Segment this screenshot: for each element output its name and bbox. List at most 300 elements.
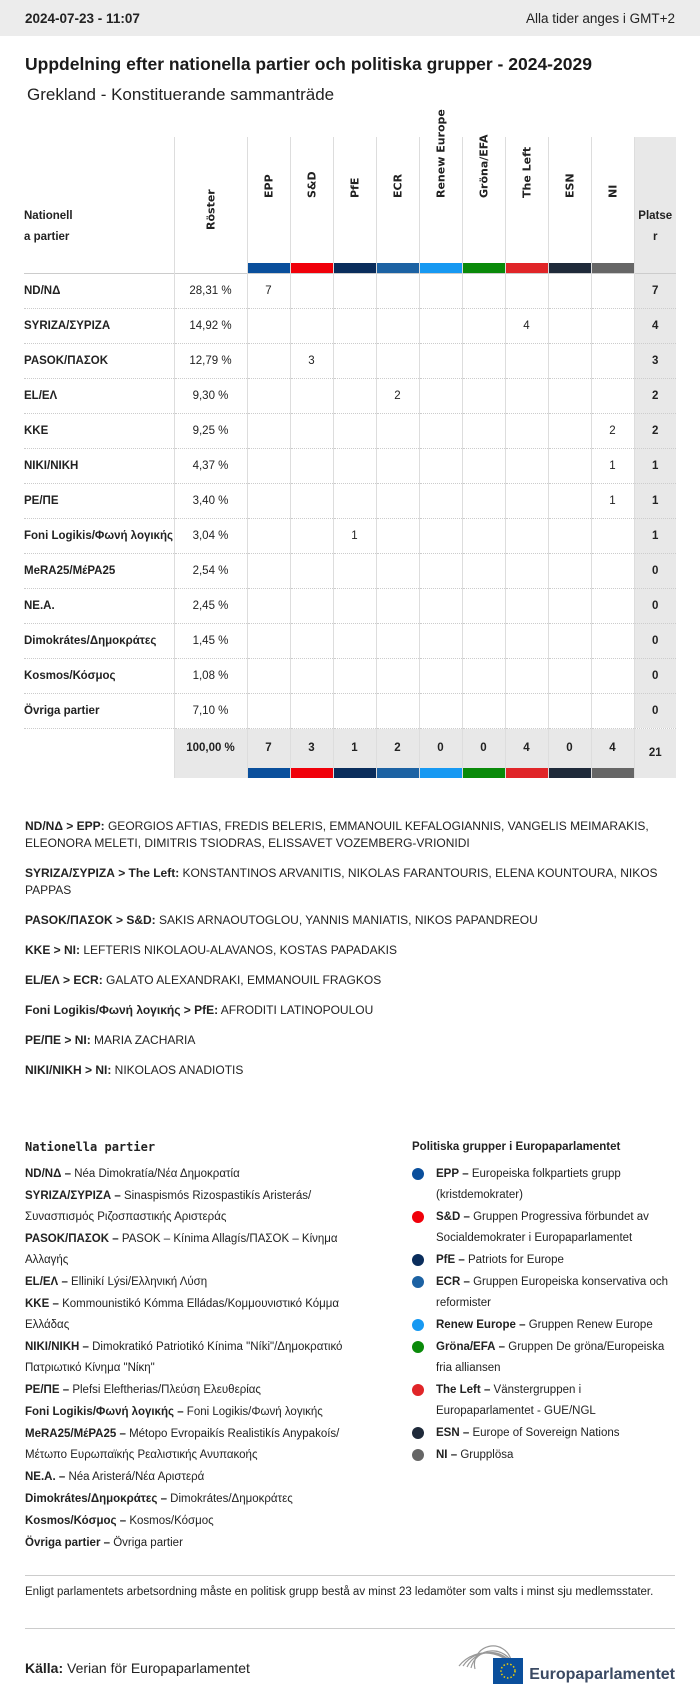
group-color-dot-icon xyxy=(412,1319,424,1331)
group-legend-item xyxy=(412,1423,682,1444)
group-seats-cell: 1 xyxy=(591,483,634,518)
group-seats-cell xyxy=(462,623,505,658)
group-seats-cell xyxy=(333,553,376,588)
group-column-header xyxy=(419,108,462,273)
group-seats-cell xyxy=(376,483,419,518)
party-name: MeRA25/ΜέΡΑ25 xyxy=(24,553,174,588)
group-total: 0 xyxy=(480,741,487,754)
group-seats-cell xyxy=(591,693,634,728)
votes-cell: 1,45 % xyxy=(174,623,247,658)
results-table xyxy=(24,108,676,778)
timestamp: 2024-07-23 - 11:07 xyxy=(25,10,140,26)
group-color-bar xyxy=(463,263,505,273)
group-color-dot-icon xyxy=(412,1427,424,1439)
party-full-name: Dimokratikó Patriotikó Kínima "Níki"/Δημοκρατικό Πατριωτικό Κίνημα "Νίκη" xyxy=(25,1341,343,1374)
party-abbr: KKE xyxy=(25,1298,50,1310)
group-seats-cell xyxy=(548,308,591,343)
group-full-name: Gruppen Progressiva förbundet av Socialdemokrater i Europaparlamentet xyxy=(436,1211,649,1244)
group-column-header xyxy=(548,137,591,273)
member-group-line xyxy=(25,942,680,959)
group-seats-cell xyxy=(247,553,290,588)
group-total: 3 xyxy=(308,741,315,754)
group-seats-cell xyxy=(376,308,419,343)
group-legend-item xyxy=(412,1272,682,1314)
group-name: Gröna/EFA xyxy=(477,133,490,198)
group-seats-cell xyxy=(419,308,462,343)
group-seats-cell xyxy=(247,588,290,623)
group-seats-cell xyxy=(290,518,333,553)
group-seats-cell xyxy=(462,658,505,693)
party-legend-item: MeRA25/ΜέΡΑ25 – Métopo Evropaikís Realistikís Anypakoís/ Μέτωπο Ευρωπαϊκής Ρεαλιστικής Ανυπακοής xyxy=(25,1428,340,1461)
group-seats-cell xyxy=(376,518,419,553)
group-name: NI xyxy=(606,184,619,198)
party-full-name: Métopo Evropaikís Realistikís Anypakoís/ Μέτωπο Ευρωπαϊκής Ρεαλιστικής Ανυπακοής xyxy=(25,1428,340,1461)
group-color-bar xyxy=(592,768,634,778)
group-name: ECR xyxy=(391,173,404,198)
votes-cell: 14,92 % xyxy=(174,308,247,343)
group-legend-item xyxy=(412,1380,682,1422)
group-seats-cell xyxy=(333,343,376,378)
total-seats-cell: 1 xyxy=(634,518,676,553)
group-legend-item xyxy=(412,1164,682,1206)
total-seats-cell: 1 xyxy=(634,448,676,483)
party-name: NE.A. xyxy=(24,588,174,623)
group-color-bar xyxy=(248,768,290,778)
group-seats-cell xyxy=(376,343,419,378)
group-seats-cell xyxy=(376,623,419,658)
group-seats-cell xyxy=(247,518,290,553)
party-abbr: NE.A. xyxy=(25,1471,56,1483)
group-seats-cell xyxy=(333,378,376,413)
group-column-header xyxy=(290,137,333,273)
group-seats-cell xyxy=(591,518,634,553)
group-seats-cell xyxy=(290,588,333,623)
member-names: GEORGIOS AFTIAS, FREDIS BELERIS, EMMANOUIL KEFALOGIANNIS, VANGELIS MEIMARAKIS, ELEONORA MELETI, DIMITRIS TSIODRAS, ELISSAVET VOZEMBERG-VRIONIDI xyxy=(25,819,649,850)
group-seats-cell xyxy=(548,623,591,658)
party-name: NIKI/ΝΙΚΗ xyxy=(24,448,174,483)
page-title: Uppdelning efter nationella partier och politiska grupper - 2024-2029 xyxy=(25,54,592,74)
group-seats-cell xyxy=(333,413,376,448)
group-seats-cell xyxy=(462,588,505,623)
votes-cell: 7,10 % xyxy=(174,693,247,728)
header-text: Nationell xyxy=(24,209,73,222)
group-seats-cell xyxy=(505,448,548,483)
member-group-line xyxy=(25,818,680,852)
group-total-cell xyxy=(333,728,376,778)
table-row xyxy=(24,588,676,623)
header-text: r xyxy=(653,230,658,243)
member-group-label: ND/ΝΔ > EPP: xyxy=(25,819,105,833)
group-seats-cell xyxy=(591,273,634,308)
table-row xyxy=(24,623,676,658)
group-abbr: ESN xyxy=(436,1427,460,1439)
group-seats-cell xyxy=(247,343,290,378)
party-abbr: Dimokrátes/Δημοκράτες xyxy=(25,1493,158,1505)
group-color-dot-icon xyxy=(412,1341,424,1353)
seats-column-header xyxy=(634,137,676,273)
group-full-name: Europe of Sovereign Nations xyxy=(472,1427,620,1439)
group-total: 4 xyxy=(609,741,616,754)
party-legend-item: NIKI/ΝΙΚΗ – Dimokratikó Patriotikó Kínima "Níki"/Δημοκρατικό Πατριωτικό Κίνημα "Νίκη" xyxy=(25,1341,343,1374)
group-total: 4 xyxy=(523,741,530,754)
party-full-name: Övriga partier xyxy=(113,1537,183,1549)
party-name: Foni Logikis/Φωνή λογικής xyxy=(24,518,174,553)
group-seats-cell xyxy=(591,658,634,693)
member-names: KONSTANTINOS ARVANITIS, NIKOLAS FARANTOURIS, ELENA KOUNTOURA, NIKOS PAPPAS xyxy=(25,866,658,897)
group-seats-cell xyxy=(591,588,634,623)
group-seats-cell xyxy=(548,343,591,378)
group-seats-cell xyxy=(548,483,591,518)
group-seats-cell xyxy=(505,623,548,658)
table-row xyxy=(24,343,676,378)
party-legend-item: Kosmos/Κόσμος – Kosmos/Κόσμος xyxy=(25,1515,214,1527)
group-seats-cell xyxy=(548,413,591,448)
group-abbr: S&D xyxy=(436,1211,461,1223)
group-seats-cell xyxy=(505,483,548,518)
group-seats-cell xyxy=(505,553,548,588)
party-full-name: Plefsi Eleftherias/Πλεύση Ελευθερίας xyxy=(72,1384,261,1396)
group-seats-cell xyxy=(333,588,376,623)
group-seats-cell xyxy=(505,378,548,413)
party-abbr: MeRA25/ΜέΡΑ25 xyxy=(25,1428,117,1440)
group-seats-cell xyxy=(419,588,462,623)
group-color-bar xyxy=(420,768,462,778)
group-legend-text: S&D – Gruppen Progressiva förbundet av Socialdemokrater i Europaparlamentet xyxy=(436,1211,649,1244)
group-seats-cell xyxy=(419,273,462,308)
group-name: Renew Europe xyxy=(434,108,447,198)
member-names: NIKOLAOS ANADIOTIS xyxy=(111,1063,244,1077)
group-column-header xyxy=(462,133,505,273)
group-color-dot-icon xyxy=(412,1254,424,1266)
group-seats-cell xyxy=(548,588,591,623)
group-total: 0 xyxy=(437,741,444,754)
group-seats-cell xyxy=(247,483,290,518)
divider xyxy=(25,1575,675,1576)
group-seats-cell xyxy=(247,308,290,343)
group-total: 1 xyxy=(351,741,358,754)
group-seats-cell xyxy=(419,378,462,413)
group-total-cell xyxy=(247,728,290,778)
table-row xyxy=(24,553,676,588)
group-column-header xyxy=(591,137,634,273)
total-seats-cell: 2 xyxy=(634,413,676,448)
group-seats-cell xyxy=(247,623,290,658)
member-group-line xyxy=(25,865,680,899)
group-full-name: Gruppen Europeiska konservativa och reformister xyxy=(436,1276,669,1309)
group-full-name: Gruppen De gröna/Europeiska fria alliansen xyxy=(436,1341,665,1374)
group-color-bar xyxy=(291,263,333,273)
group-seats-cell xyxy=(376,553,419,588)
votes-cell: 9,30 % xyxy=(174,378,247,413)
group-name: PfE xyxy=(348,177,361,198)
group-seats-cell xyxy=(462,553,505,588)
group-color-bar xyxy=(506,768,548,778)
member-group-label: PASOK/ΠΑΣΟΚ > S&D: xyxy=(25,913,156,927)
group-legend-item xyxy=(412,1445,682,1466)
group-seats-cell xyxy=(247,378,290,413)
party-name: Dimokrátes/Δημοκράτες xyxy=(24,623,174,658)
group-seats-cell xyxy=(419,413,462,448)
votes-total: 100,00 % xyxy=(174,728,247,778)
group-seats-cell xyxy=(376,693,419,728)
group-seats-cell xyxy=(247,413,290,448)
group-seats-cell xyxy=(462,378,505,413)
group-color-bar xyxy=(463,768,505,778)
group-seats-cell xyxy=(591,553,634,588)
votes-cell: 28,31 % xyxy=(174,273,247,308)
group-column-header xyxy=(333,137,376,273)
group-color-dot-icon xyxy=(412,1384,424,1396)
votes-cell: 3,40 % xyxy=(174,483,247,518)
group-full-name: Patriots for Europe xyxy=(467,1254,564,1266)
group-total-cell xyxy=(462,728,505,778)
table-row xyxy=(24,413,676,448)
group-seats-cell xyxy=(419,483,462,518)
header-text: Röster xyxy=(204,188,217,230)
party-legend-item: PE/ΠΕ – Plefsi Eleftherias/Πλεύση Ελευθερίας xyxy=(25,1384,261,1396)
party-name: PE/ΠΕ xyxy=(24,483,174,518)
group-column-header xyxy=(247,137,290,273)
group-seats-cell xyxy=(290,623,333,658)
group-color-bar xyxy=(420,263,462,273)
total-seats-cell: 0 xyxy=(634,693,676,728)
group-seats-cell xyxy=(419,658,462,693)
group-color-dot-icon xyxy=(412,1276,424,1288)
member-names: MARIA ZACHARIA xyxy=(90,1033,196,1047)
total-seats-cell: 0 xyxy=(634,553,676,588)
group-seats-cell xyxy=(462,483,505,518)
party-legend-item: KKE – Kommounistikó Kómma Elládas/Κομμουνιστικό Κόμμα Ελλάδας xyxy=(25,1298,340,1331)
total-seats-cell: 2 xyxy=(634,378,676,413)
party-name: PASOK/ΠΑΣΟΚ xyxy=(24,343,174,378)
total-seats-cell: 4 xyxy=(634,308,676,343)
group-total-cell xyxy=(376,728,419,778)
group-color-bar xyxy=(549,768,591,778)
group-seats-cell xyxy=(290,308,333,343)
national-parties-legend xyxy=(25,1137,370,1555)
political-groups-legend xyxy=(412,1137,682,1467)
party-legend-item: Övriga partier – Övriga partier xyxy=(25,1537,183,1549)
group-seats-cell xyxy=(462,273,505,308)
party-abbr: SYRIZA/ΣΥΡΙΖΑ xyxy=(25,1190,112,1202)
group-seats-cell xyxy=(290,553,333,588)
group-seats-cell xyxy=(548,273,591,308)
members-list xyxy=(25,818,680,1092)
group-color-bar xyxy=(291,768,333,778)
group-seats-cell xyxy=(376,413,419,448)
group-total-cell xyxy=(419,728,462,778)
group-color-bar xyxy=(334,263,376,273)
group-legend-item xyxy=(412,1250,682,1271)
party-abbr: PE/ΠΕ xyxy=(25,1384,60,1396)
group-total-cell xyxy=(505,728,548,778)
group-legend-text: NI – Grupplösa xyxy=(436,1449,514,1461)
page-subtitle: Grekland - Konstituerande sammanträde xyxy=(27,85,335,104)
group-full-name: Vänstergruppen i Europaparlamentet - GUE/NGL xyxy=(436,1384,596,1417)
group-seats-cell xyxy=(419,553,462,588)
group-column-header xyxy=(376,137,419,273)
group-name: The Left xyxy=(520,146,533,198)
group-seats-cell xyxy=(247,448,290,483)
group-total-cell xyxy=(548,728,591,778)
group-legend-text: PfE – Patriots for Europe xyxy=(436,1254,564,1266)
party-legend-item: Foni Logikis/Φωνή λογικής – Foni Logikis/Φωνή λογικής xyxy=(25,1406,323,1418)
group-color-dot-icon xyxy=(412,1449,424,1461)
table-row xyxy=(24,273,676,308)
group-seats-cell xyxy=(290,378,333,413)
group-abbr: The Left xyxy=(436,1384,481,1396)
group-seats-cell xyxy=(333,483,376,518)
table-row xyxy=(24,378,676,413)
footnote: Enligt parlamentets arbetsordning måste en politisk grupp bestå av minst 23 ledamöter som valts i minst sju medlemsstater. xyxy=(25,1586,654,1598)
group-color-bar xyxy=(549,263,591,273)
legend-title: Politiska grupper i Europaparlamentet xyxy=(412,1141,621,1153)
group-legend-text: ECR – Gruppen Europeiska konservativa och reformister xyxy=(436,1276,669,1309)
group-seats-cell xyxy=(505,693,548,728)
group-full-name: Grupplösa xyxy=(460,1449,514,1461)
group-abbr: Renew Europe xyxy=(436,1319,516,1331)
member-group-line xyxy=(25,912,680,929)
group-column-header xyxy=(505,137,548,273)
party-name: SYRIZA/ΣΥΡΙΖΑ xyxy=(24,308,174,343)
group-seats-cell xyxy=(548,448,591,483)
source-label: Källa: xyxy=(25,1660,64,1676)
party-legend-item: SYRIZA/ΣΥΡΙΖΑ – Sinaspismós Rizospastikís Aristerás/ Συνασπισμός Ριζοσπαστικής Αριστεράς xyxy=(25,1190,312,1223)
group-seats-cell xyxy=(548,658,591,693)
group-seats-cell xyxy=(548,518,591,553)
party-legend-item: NE.A. – Néa Aristerá/Νέα Αριστερά xyxy=(25,1471,205,1483)
group-seats-cell: 1 xyxy=(333,518,376,553)
group-color-bar xyxy=(506,263,548,273)
group-seats-cell xyxy=(462,413,505,448)
party-abbr: EL/ΕΛ xyxy=(25,1276,59,1288)
group-seats-cell xyxy=(419,693,462,728)
member-names: LEFTERIS NIKOLAOU-ALAVANOS, KOSTAS PAPADAKIS xyxy=(80,943,397,957)
total-seats-cell: 0 xyxy=(634,588,676,623)
parliament-hemicycle-icon xyxy=(455,1640,525,1686)
party-full-name: PASOK – Kínima Allagís/ΠΑΣΟΚ – Κίνημα Αλλαγής xyxy=(25,1233,338,1266)
group-seats-cell: 7 xyxy=(247,273,290,308)
source xyxy=(25,1660,250,1676)
group-seats-cell xyxy=(333,273,376,308)
group-color-bar xyxy=(377,263,419,273)
table-row xyxy=(24,658,676,693)
group-seats-cell xyxy=(591,343,634,378)
source-text: Verian för Europaparlamentet xyxy=(63,1660,250,1676)
group-seats-cell xyxy=(419,448,462,483)
group-total: 0 xyxy=(566,741,573,754)
group-legend-text: ESN – Europe of Sovereign Nations xyxy=(436,1427,620,1439)
member-group-label: KKE > NI: xyxy=(25,943,81,957)
party-full-name: Dimokrátes/Δημοκράτες xyxy=(170,1493,293,1505)
group-abbr: ECR xyxy=(436,1276,461,1288)
group-seats-cell xyxy=(505,518,548,553)
party-name: Kosmos/Κόσμος xyxy=(24,658,174,693)
group-seats-cell: 2 xyxy=(376,378,419,413)
group-legend-text: EPP – Europeiska folkpartiets grupp (kristdemokrater) xyxy=(436,1168,621,1201)
group-total: 7 xyxy=(265,741,272,754)
logo-text: Europaparlamentet xyxy=(529,1666,675,1683)
group-total: 2 xyxy=(394,741,401,754)
party-legend-item: ND/ΝΔ – Néa Dimokratía/Νέα Δημοκρατία xyxy=(25,1168,240,1180)
group-full-name: Europeiska folkpartiets grupp (kristdemokrater) xyxy=(436,1168,621,1201)
top-bar xyxy=(0,0,700,36)
party-name: ND/ΝΔ xyxy=(24,273,174,308)
group-seats-cell xyxy=(419,623,462,658)
party-abbr: PASOK/ΠΑΣΟΚ xyxy=(25,1233,109,1245)
group-full-name: Gruppen Renew Europe xyxy=(528,1319,653,1331)
party-legend-item: PASOK/ΠΑΣΟΚ – PASOK – Kínima Allagís/ΠΑΣΟΚ – Κίνημα Αλλαγής xyxy=(25,1233,338,1266)
group-seats-cell xyxy=(462,448,505,483)
group-name: EPP xyxy=(262,173,275,198)
table-row xyxy=(24,483,676,518)
divider xyxy=(25,1628,675,1629)
group-total-cell xyxy=(591,728,634,778)
votes-cell: 9,25 % xyxy=(174,413,247,448)
member-group-label: NIKI/ΝΙΚΗ > NI: xyxy=(25,1063,112,1077)
group-legend-text: The Left – Vänstergruppen i Europaparlamentet - GUE/NGL xyxy=(436,1384,596,1417)
group-seats-cell xyxy=(462,308,505,343)
votes-cell: 12,79 % xyxy=(174,343,247,378)
group-legend-item xyxy=(412,1207,682,1249)
group-total-cell xyxy=(290,728,333,778)
party-legend-item: EL/ΕΛ – Ellinikí Lýsi/Ελληνική Λύση xyxy=(25,1276,208,1288)
header-text: a partier xyxy=(24,230,70,243)
group-seats-cell xyxy=(462,518,505,553)
member-group-label: EL/ΕΛ > ECR: xyxy=(25,973,103,987)
group-seats-cell xyxy=(290,273,333,308)
party-abbr: Kosmos/Κόσμος xyxy=(25,1515,117,1527)
group-seats-cell xyxy=(376,658,419,693)
total-seats-cell: 3 xyxy=(634,343,676,378)
totals-row xyxy=(24,728,676,778)
group-legend-text: Renew Europe – Gruppen Renew Europe xyxy=(436,1319,653,1331)
table-row xyxy=(24,448,676,483)
votes-cell: 3,04 % xyxy=(174,518,247,553)
group-seats-cell xyxy=(548,378,591,413)
total-seats-cell: 0 xyxy=(634,623,676,658)
party-abbr: ND/ΝΔ xyxy=(25,1168,62,1180)
group-seats-cell xyxy=(290,413,333,448)
group-seats-cell xyxy=(333,623,376,658)
member-names: AFRODITI LATINOPOULOU xyxy=(218,1003,374,1017)
group-seats-cell xyxy=(505,658,548,693)
member-group-label: SYRIZA/ΣΥΡΙΖΑ > The Left: xyxy=(25,866,180,880)
member-group-label: PE/ΠΕ > NI: xyxy=(25,1033,91,1047)
group-seats-cell xyxy=(505,588,548,623)
party-full-name: Kommounistikó Kómma Elládas/Κομμουνιστικό Κόμμα Ελλάδας xyxy=(25,1298,340,1331)
group-seats-cell xyxy=(505,343,548,378)
member-names: SAKIS ARNAOUTOGLOU, YANNIS MANIATIS, NIKOS PAPANDREOU xyxy=(155,913,538,927)
party-full-name: Ellinikí Lýsi/Ελληνική Λύση xyxy=(71,1276,208,1288)
table-row xyxy=(24,693,676,728)
party-legend-item: Dimokrátes/Δημοκράτες – Dimokrátes/Δημοκράτες xyxy=(25,1493,293,1505)
votes-cell: 1,08 % xyxy=(174,658,247,693)
group-seats-cell xyxy=(333,658,376,693)
group-seats-cell xyxy=(505,413,548,448)
member-group-line xyxy=(25,1062,680,1079)
group-abbr: Gröna/EFA xyxy=(436,1341,496,1353)
group-seats-cell: 1 xyxy=(591,448,634,483)
party-abbr: NIKI/ΝΙΚΗ xyxy=(25,1341,80,1353)
total-seats-cell: 7 xyxy=(634,273,676,308)
group-seats-cell xyxy=(591,308,634,343)
group-legend-item xyxy=(412,1337,682,1379)
votes-cell: 2,54 % xyxy=(174,553,247,588)
group-seats-cell xyxy=(419,518,462,553)
group-seats-cell xyxy=(591,378,634,413)
party-full-name: Néa Dimokratía/Νέα Δημοκρατία xyxy=(74,1168,240,1180)
